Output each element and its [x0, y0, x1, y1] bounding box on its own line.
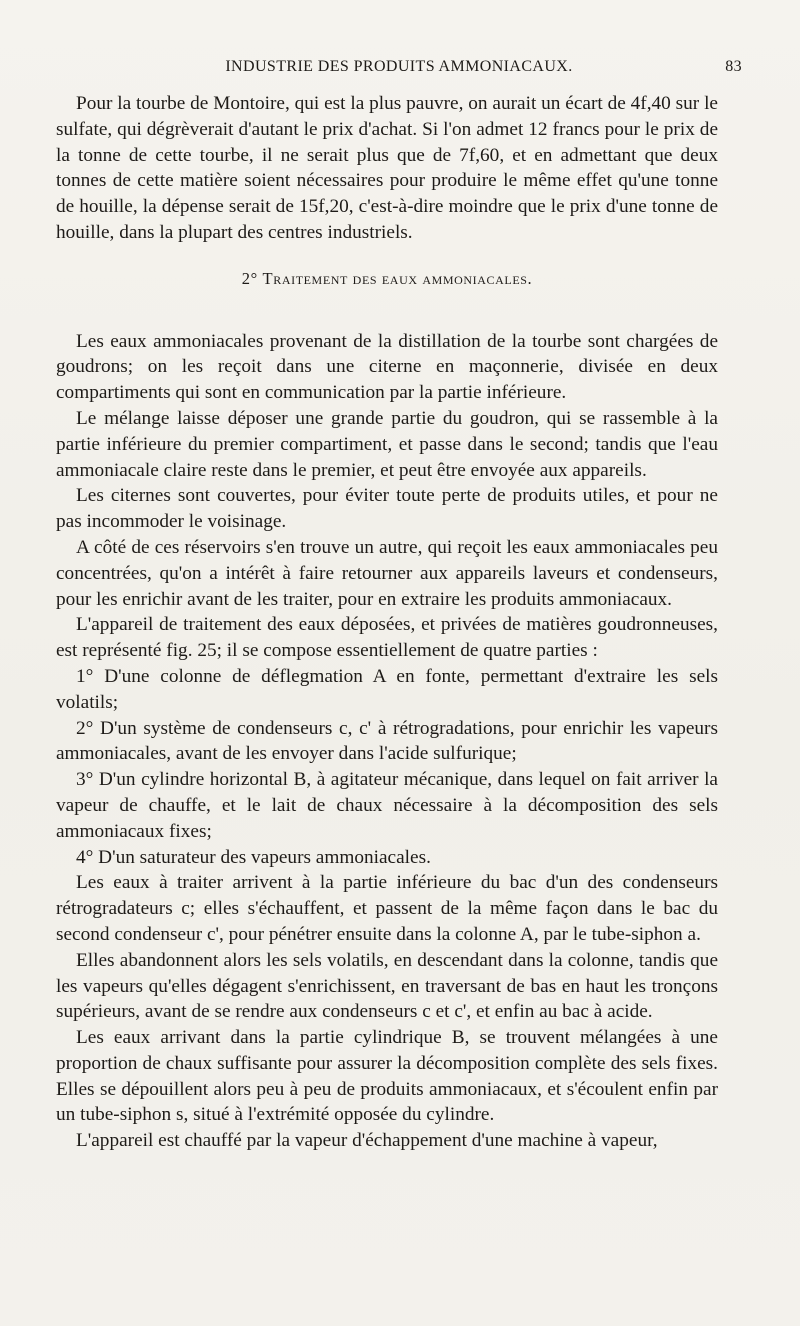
- paragraph: Les eaux ammoniacales provenant de la distillation de la tourbe sont chargées de goudrons; on les reçoit dans une citerne en maçonnerie, divisée en deux compartiments qui sont en communication par la partie inférieure.: [56, 330, 718, 404]
- paragraph: Les eaux arrivant dans la partie cylindrique B, se trouvent mélangées à une proportion de chaux suffisante pour assurer la décomposition complète des sels fixes. Elles se dépouillent alors peu à peu de produits ammoniacaux, et s'écoulent enfin par un tube-siphon s, situé à l'extrémité opposée du cylindre.: [56, 1027, 718, 1126]
- section-number: 2°: [241, 268, 258, 288]
- list-item: 1° D'une colonne de déflegmation A en fonte, permettant d'extraire les sels volatils;: [56, 665, 718, 713]
- paragraph: Les eaux à traiter arrivent à la partie inférieure du bac d'un des condenseurs rétrogradateurs c; elles s'échauffent, et passent de la même façon dans le bac du second condenseur c', pour pénétrer ensuite dans la colonne A, par le tube-siphon a.: [56, 872, 718, 945]
- section-heading: [56, 266, 718, 292]
- paragraph: L'appareil de traitement des eaux déposées, et privées de matières goudronneuses, est représenté fig. 25; il se compose essentiellement de quatre parties :: [56, 614, 718, 662]
- paragraph: Les citernes sont couvertes, pour éviter toute perte de produits utiles, et pour ne pas incommoder le voisinage.: [56, 485, 718, 533]
- list-item: 3° D'un cylindre horizontal B, à agitateur mécanique, dans lequel on fait arriver la vapeur de chauffe, et le lait de chaux nécessaire à la décomposition des sels ammoniacaux fixes;: [56, 769, 718, 842]
- paragraph: L'appareil est chauffé par la vapeur d'échappement d'une machine à vapeur,: [76, 1130, 658, 1152]
- running-title: INDUSTRIE DES PRODUITS AMMONIACAUX.: [225, 58, 573, 75]
- page-body: [56, 91, 718, 1154]
- paragraph: A côté de ces réservoirs s'en trouve un autre, qui reçoit les eaux ammoniacales peu concentrées, qu'on a intérêt à faire retourner aux appareils laveurs et condenseurs, pour les enrichir avant de les traiter, pour en extraire les produits ammoniacaux.: [56, 536, 718, 610]
- section-title: Traitement des eaux ammoniacales.: [262, 268, 533, 288]
- page-header: [56, 58, 742, 82]
- paragraph: Elles abandonnent alors les sels volatils, en descendant dans la colonne, tandis que les vapeurs qu'elles dégagent s'enrichissent, en traversant de bas en haut les tronçons supérieurs, avant de se rendre aux condenseurs c et c', et enfin au bac à acide.: [56, 949, 718, 1023]
- page-number: 83: [725, 58, 742, 75]
- list-item: 2° D'un système de condenseurs c, c' à rétrogradations, pour enrichir les vapeurs ammoniacales, avant de les envoyer dans l'acide sulfurique;: [56, 717, 718, 765]
- paragraph: Le mélange laisse déposer une grande partie du goudron, qui se rassemble à la partie inférieure du premier compartiment, et passe dans le second; tandis que l'eau ammoniacale claire reste dans le premier, et peut être envoyée aux appareils.: [56, 407, 718, 481]
- list-item: 4° D'un saturateur des vapeurs ammoniacales.: [76, 846, 431, 868]
- paragraph: Pour la tourbe de Montoire, qui est la plus pauvre, on aurait un écart de 4f,40 sur le sulfate, qui dégrèverait d'autant le prix d'achat. Si l'on admet 12 francs pour le prix de la tonne de cette tourbe, il ne serait plus que de 7f,60, et en admettant que deux tonnes de cette matière soient nécessaires pour produire le même effet qu'une tonne de houille, la dépense serait de 15f,20, c'est-à-dire moindre que le prix d'une tonne de houille, dans la plupart des centres industriels.: [56, 93, 718, 243]
